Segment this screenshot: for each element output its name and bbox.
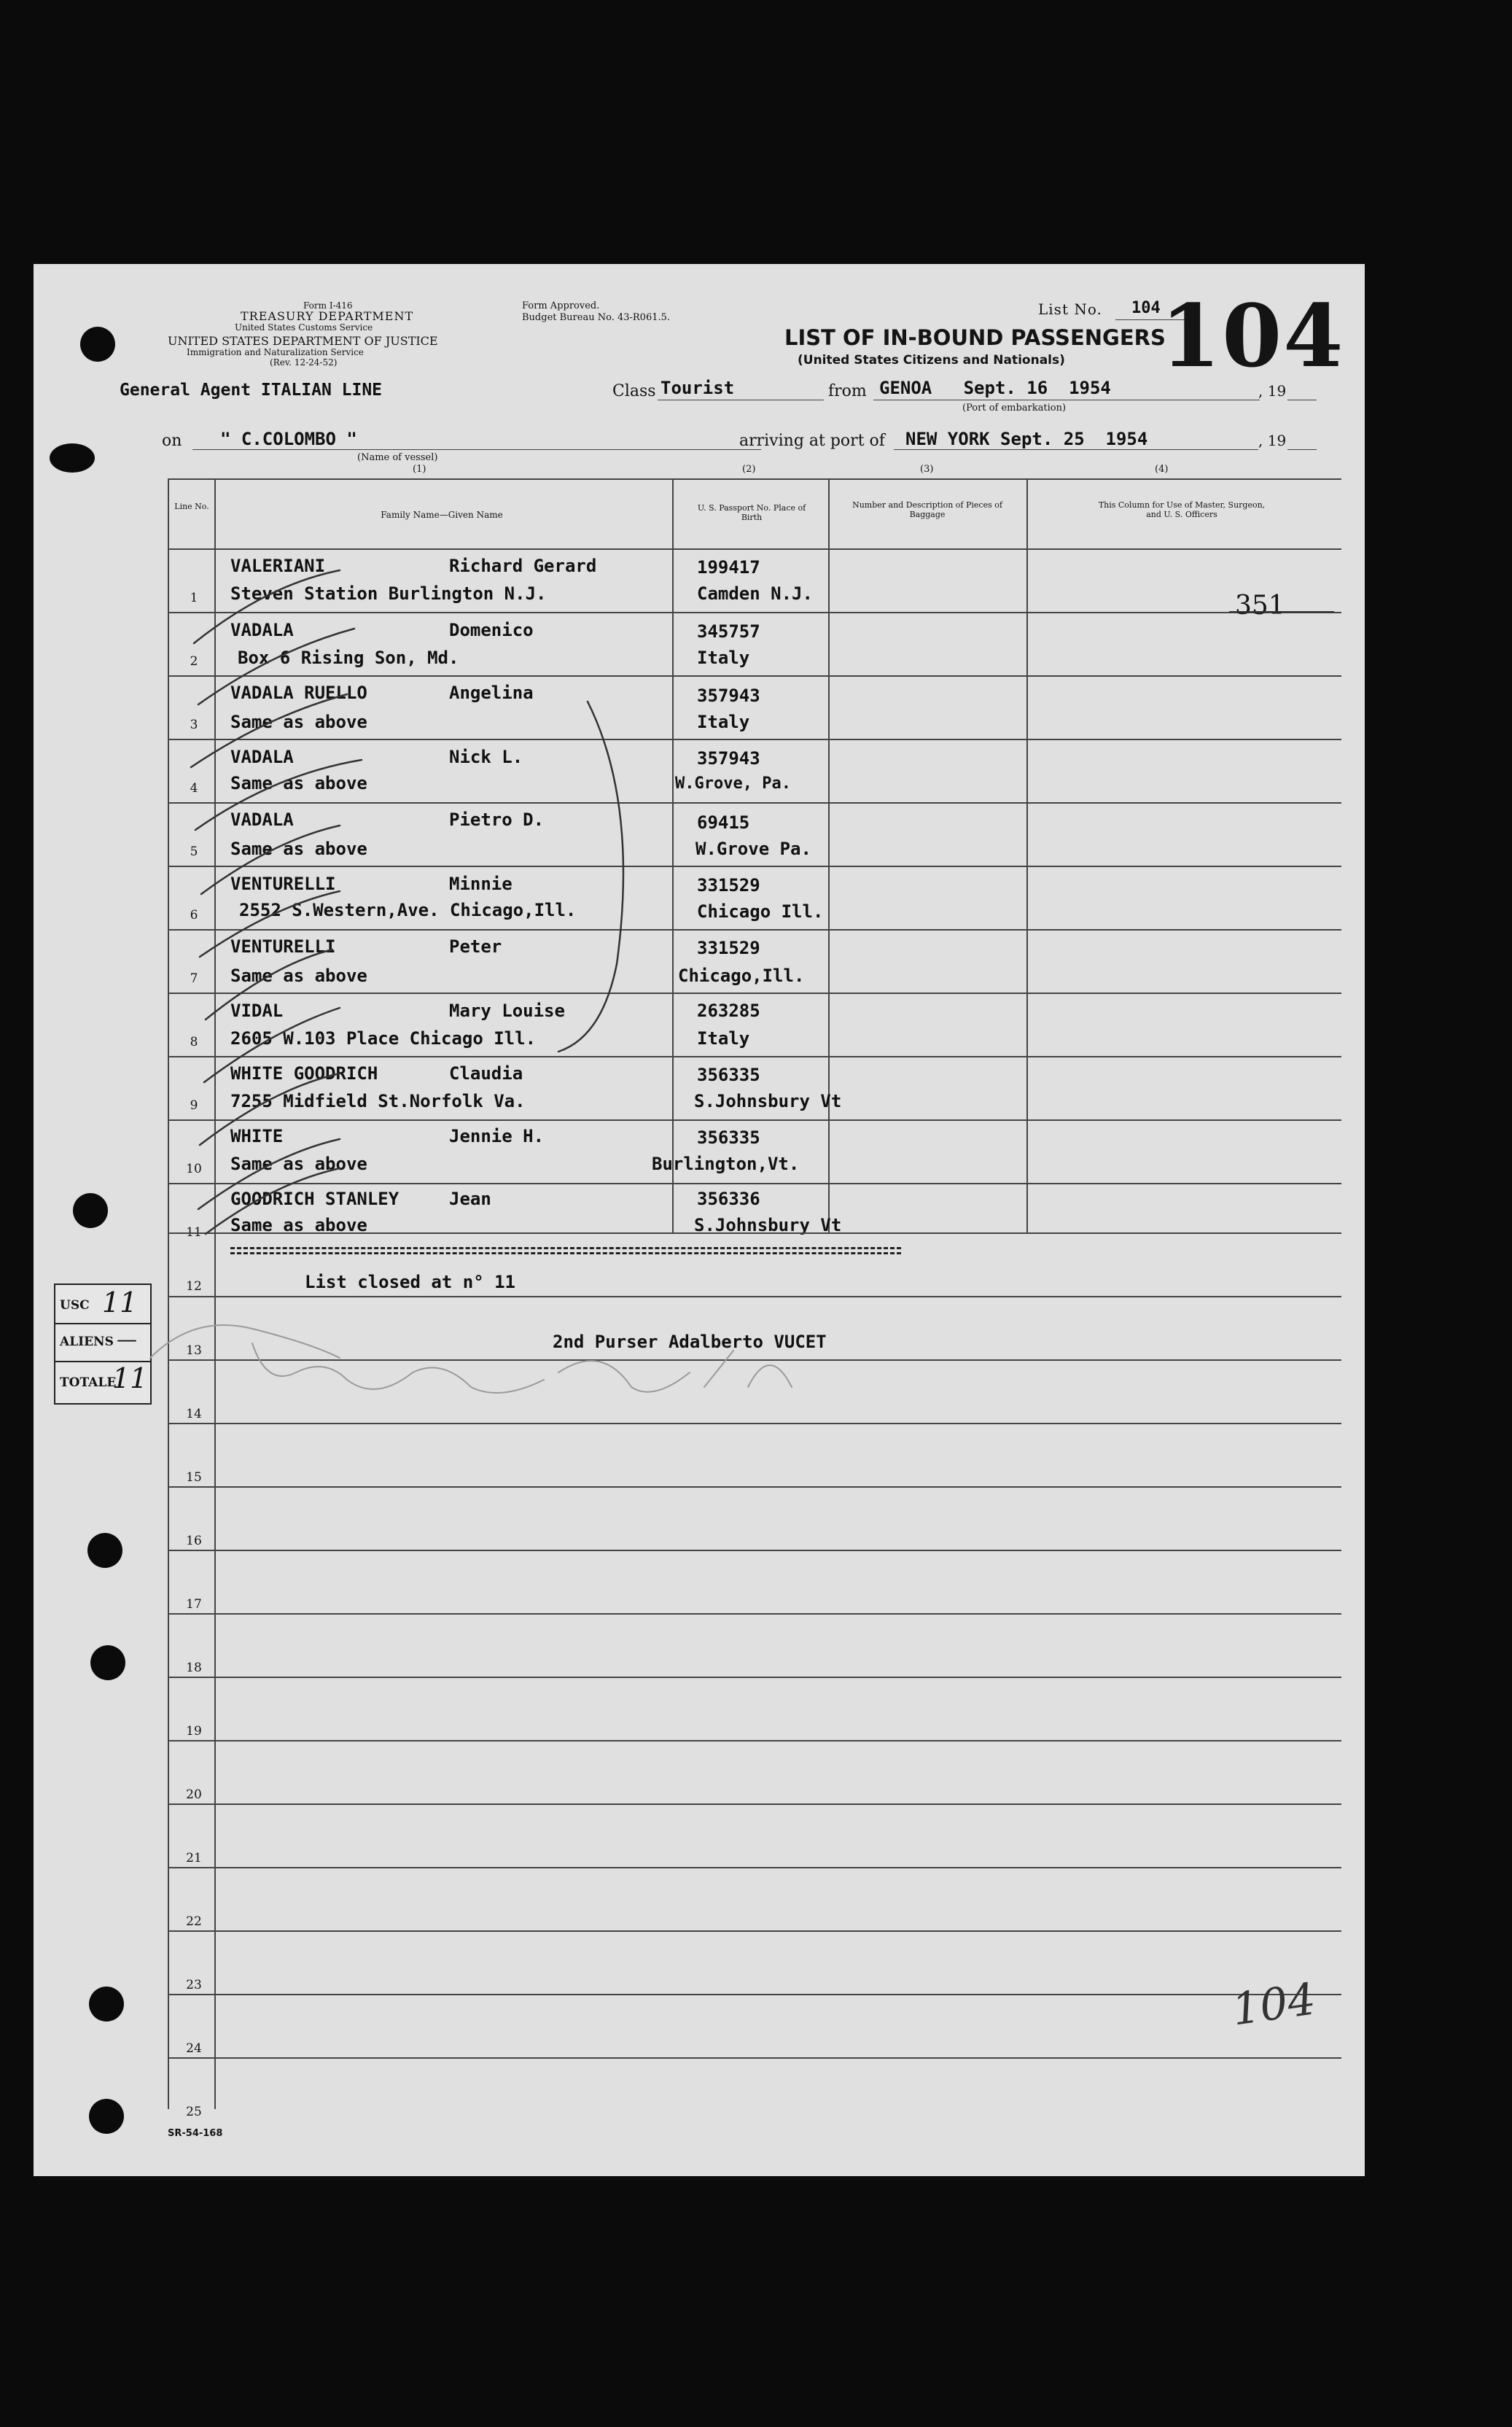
column-header-officers: This Column for Use of Master, Surgeon, and U. S. Officers: [1098, 500, 1266, 519]
line-number: 7: [190, 971, 198, 986]
line-number: 5: [190, 844, 198, 859]
line-number: 4: [190, 781, 198, 796]
usc-label: USC: [60, 1298, 90, 1313]
place-of-birth: S.Johnsbury Vt: [694, 1215, 842, 1235]
place-of-birth: Chicago Ill.: [697, 901, 824, 922]
given-name: Domenico: [449, 620, 534, 640]
line-number: 9: [190, 1098, 198, 1113]
family-name: VENTURELLI: [230, 874, 336, 894]
handwritten-check-marks: [34, 264, 1365, 2176]
manifest-page: [34, 264, 1365, 2176]
line-number: 19: [186, 1724, 202, 1739]
from-value: GENOA Sept. 16 1954: [879, 378, 1111, 398]
total-value: 11: [112, 1362, 148, 1394]
given-name: Angelina: [449, 683, 534, 703]
place-of-birth: Italy: [697, 712, 750, 732]
passport-number: 345757: [697, 621, 760, 642]
address: Box 6 Rising Son, Md.: [238, 648, 459, 668]
port-of-embarkation-caption: (Port of embarkation): [962, 403, 1067, 413]
revision: (Rev. 12-24-52): [270, 357, 338, 368]
column-header-passport: U. S. Passport No. Place of Birth: [697, 503, 806, 522]
from-label: from: [828, 382, 867, 400]
passport-number: 331529: [697, 938, 760, 958]
line-number: 11: [186, 1225, 202, 1240]
given-name: Peter: [449, 936, 502, 957]
family-name: VENTURELLI: [230, 936, 336, 957]
place-of-birth: Chicago,Ill.: [678, 966, 805, 986]
on-label: on: [162, 432, 182, 450]
given-name: Pietro D.: [449, 809, 545, 830]
line-number: 18: [186, 1661, 202, 1675]
department-of-justice: UNITED STATES DEPARTMENT OF JUSTICE: [168, 334, 438, 348]
total-label: TOTALE: [60, 1375, 117, 1390]
family-name: VADALA: [230, 809, 294, 830]
given-name: Mary Louise: [449, 1001, 565, 1021]
passport-number: 356335: [697, 1127, 760, 1148]
officer-number: 351: [1235, 591, 1285, 621]
given-name: Minnie: [449, 874, 513, 894]
given-name: Nick L.: [449, 747, 523, 767]
column-header-baggage: Number and Description of Pieces of Baggage: [852, 500, 1002, 519]
family-name: WHITE: [230, 1126, 284, 1146]
family-name: VALERIANI: [230, 556, 326, 576]
place-of-birth: W.Grove Pa.: [695, 839, 811, 859]
place-of-birth: Italy: [697, 648, 750, 668]
place-of-birth: W.Grove, Pa.: [675, 774, 791, 793]
treasury-department: TREASURY DEPARTMENT: [241, 309, 414, 323]
line-number: 25: [186, 2105, 202, 2119]
line-number: 17: [186, 1597, 202, 1612]
line-number: 15: [186, 1470, 202, 1485]
passport-number: 331529: [697, 875, 760, 896]
class-label: Class: [612, 382, 656, 400]
line-number: 3: [190, 718, 198, 732]
line-number: 1: [190, 591, 198, 605]
year-suffix-2: , 19: [1258, 432, 1287, 449]
column-number-3: (3): [920, 464, 934, 475]
address: Same as above: [230, 839, 367, 859]
address: 2552 S.Western,Ave. Chicago,Ill.: [239, 900, 577, 920]
line-number: 23: [186, 1978, 202, 1992]
column-number-2: (2): [742, 464, 756, 475]
form-number: Form I-416: [303, 300, 353, 311]
aliens-value: —: [117, 1327, 137, 1351]
list-no-label: List No.: [1038, 300, 1102, 318]
usc-value: 11: [102, 1286, 138, 1319]
list-no-value: 104: [1131, 299, 1161, 317]
line-number: 10: [186, 1162, 202, 1176]
address: Same as above: [230, 1215, 367, 1235]
passport-number: 356336: [697, 1189, 760, 1209]
family-name: GOODRICH STANLEY: [230, 1189, 400, 1209]
immigration-service: Immigration and Naturalization Service: [187, 347, 364, 357]
family-name: WHITE GOODRICH: [230, 1063, 378, 1084]
place-of-birth: Camden N.J.: [697, 583, 813, 604]
address: Same as above: [230, 966, 367, 986]
column-number-1: (1): [413, 464, 426, 475]
family-name: VADALA RUELLO: [230, 683, 367, 703]
given-name: Claudia: [449, 1063, 523, 1084]
column-number-4: (4): [1155, 464, 1169, 475]
vessel-caption: (Name of vessel): [357, 452, 438, 463]
passport-number: 199417: [697, 557, 760, 578]
place-of-birth: Burlington,Vt.: [652, 1154, 800, 1174]
customs-service: United States Customs Service: [235, 322, 373, 333]
line-number: 6: [190, 908, 198, 923]
passport-number: 357943: [697, 748, 760, 769]
passport-number: 356335: [697, 1065, 760, 1085]
address: Same as above: [230, 712, 367, 732]
line-number: 20: [186, 1787, 202, 1802]
line-number: 21: [186, 1851, 202, 1865]
vessel-name: " C.COLOMBO ": [220, 429, 357, 449]
form-code: SR-54-168: [168, 2128, 223, 2139]
purser-signature-line: 2nd Purser Adalberto VUCET: [553, 1332, 827, 1352]
class-value: Tourist: [660, 378, 735, 398]
family-name: VIDAL: [230, 1001, 284, 1021]
family-name: VADALA: [230, 747, 294, 767]
address: 2605 W.103 Place Chicago Ill.: [230, 1028, 537, 1049]
list-closed-note: List closed at n° 11: [305, 1272, 515, 1292]
year-suffix: , 19: [1258, 382, 1287, 400]
passport-number: 69415: [697, 812, 750, 833]
family-name: VADALA: [230, 620, 294, 640]
line-number: 13: [186, 1343, 202, 1358]
margin-handwritten-number: 104: [1228, 1973, 1319, 2036]
column-header-name: Family Name—Given Name: [381, 510, 503, 520]
list-no-stamp: 104: [1161, 285, 1345, 387]
line-number: 22: [186, 1914, 202, 1929]
place-of-birth: Italy: [697, 1028, 750, 1049]
line-number: 2: [190, 654, 198, 669]
aliens-label: ALIENS: [60, 1335, 114, 1349]
general-agent: General Agent ITALIAN LINE: [120, 381, 383, 400]
line-number: 16: [186, 1534, 202, 1548]
address: 7255 Midfield St.Norfolk Va.: [230, 1091, 526, 1111]
line-number: 14: [186, 1407, 202, 1421]
passport-number: 357943: [697, 686, 760, 706]
given-name: Jean: [449, 1189, 491, 1209]
document-subtitle: (United States Citizens and Nationals): [798, 353, 1065, 368]
column-header-line-no: Line No.: [174, 502, 209, 511]
line-number: 24: [186, 2041, 202, 2056]
line-number: 8: [190, 1035, 198, 1049]
given-name: Jennie H.: [449, 1126, 545, 1146]
address: Steven Station Burlington N.J.: [230, 583, 547, 604]
place-of-birth: S.Johnsbury Vt: [694, 1091, 842, 1111]
budget-bureau: Budget Bureau No. 43-R061.5.: [522, 312, 671, 323]
form-approved: Form Approved.: [522, 300, 600, 311]
line-number: 12: [186, 1279, 202, 1294]
arriving-value: NEW YORK Sept. 25 1954: [905, 429, 1148, 449]
given-name: Richard Gerard: [449, 556, 597, 576]
document-title: LIST OF IN-BOUND PASSENGERS: [784, 325, 1166, 350]
arriving-label: arriving at port of: [739, 432, 885, 450]
passport-number: 263285: [697, 1001, 760, 1021]
address: Same as above: [230, 1154, 367, 1174]
address: Same as above: [230, 773, 367, 793]
